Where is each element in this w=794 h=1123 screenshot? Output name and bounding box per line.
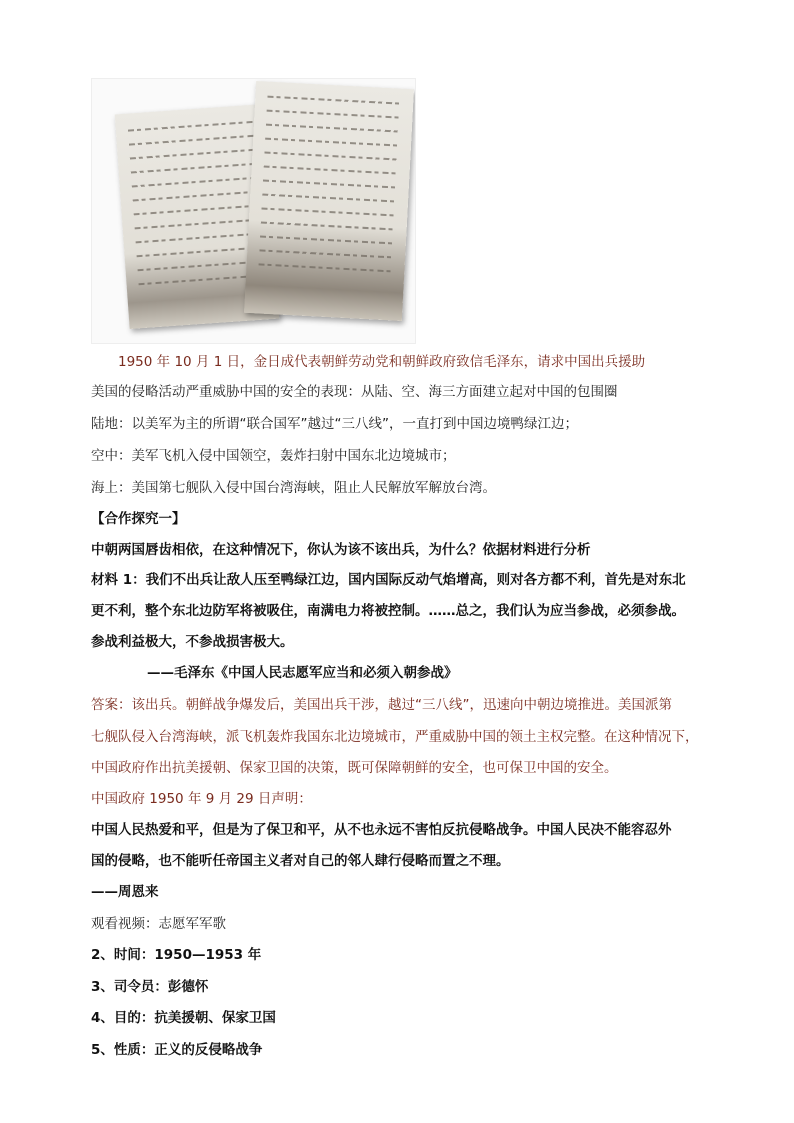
statement-line: 中国人民热爱和平，但是为了保卫和平，从不也永远不害怕反抗侵略战争。中国人民决不能容忍外 — [91, 822, 672, 838]
material-line: 更不利，整个东北边防军将被吸住，南满电力将被控制。……总之，我们认为应当参战，必须参战。 — [91, 603, 685, 619]
material-source: ——毛泽东《中国人民志愿军应当和必须入朝参战》 — [147, 665, 458, 681]
intro-line: 美国的侵略活动严重威胁中国的安全的表现：从陆、空、海三方面建立起对中国的包围圈 — [91, 384, 618, 400]
answer-line: 七舰队侵入台湾海峡，派飞机轰炸我国东北边境城市，严重威胁中国的领土主权完整。在这种情况下， — [91, 729, 699, 745]
letter-photo — [91, 78, 416, 344]
statement-line: 国的侵略，也不能听任帝国主义者对自己的邻人肆行侵略而置之不理。 — [91, 853, 510, 869]
fact-item: 2、时间：1950—1953 年 — [91, 947, 262, 963]
statement-source: ——周恩来 — [91, 884, 159, 900]
intro-line: 空中：美军飞机入侵中国领空，轰炸扫射中国东北边境城市； — [91, 448, 456, 464]
photo-caption: 1950 年 10 月 1 日，金日成代表朝鲜劳动党和朝鲜政府致信毛泽东，请求中国出兵援助 — [118, 354, 646, 370]
fact-item: 4、目的：抗美援朝、保家卫国 — [91, 1010, 276, 1026]
material-line: 参战利益极大，不参战损害极大。 — [91, 634, 294, 650]
fact-item: 3、司令员：彭德怀 — [91, 979, 209, 995]
statement-heading: 中国政府 1950 年 9 月 29 日声明： — [91, 791, 312, 807]
fact-item: 5、性质：正义的反侵略战争 — [91, 1042, 263, 1058]
letter-page-right — [244, 81, 414, 321]
answer-line: 答案：该出兵。朝鲜战争爆发后，美国出兵干涉，越过“三八线”，迅速向中朝边境推进。美国派第 — [91, 697, 672, 713]
question: 中朝两国唇齿相依，在这种情况下，你认为该不该出兵，为什么？依据材料进行分析 — [91, 542, 591, 558]
intro-line: 海上：美国第七舰队入侵中国台湾海峡，阻止人民解放军解放台湾。 — [91, 480, 496, 496]
section-title: 【合作探究一】 — [91, 511, 186, 527]
answer-line: 中国政府作出抗美援朝、保家卫国的决策，既可保障朝鲜的安全，也可保卫中国的安全。 — [91, 760, 618, 776]
material-line: 材料 1：我们不出兵让敌人压至鸭绿江边，国内国际反动气焰增高，则对各方都不利，首先是对东北 — [91, 572, 686, 588]
video-note: 观看视频：志愿军军歌 — [91, 916, 226, 932]
intro-line: 陆地：以美军为主的所谓“联合国军”越过“三八线”，一直打到中国边境鸭绿江边； — [91, 416, 578, 432]
